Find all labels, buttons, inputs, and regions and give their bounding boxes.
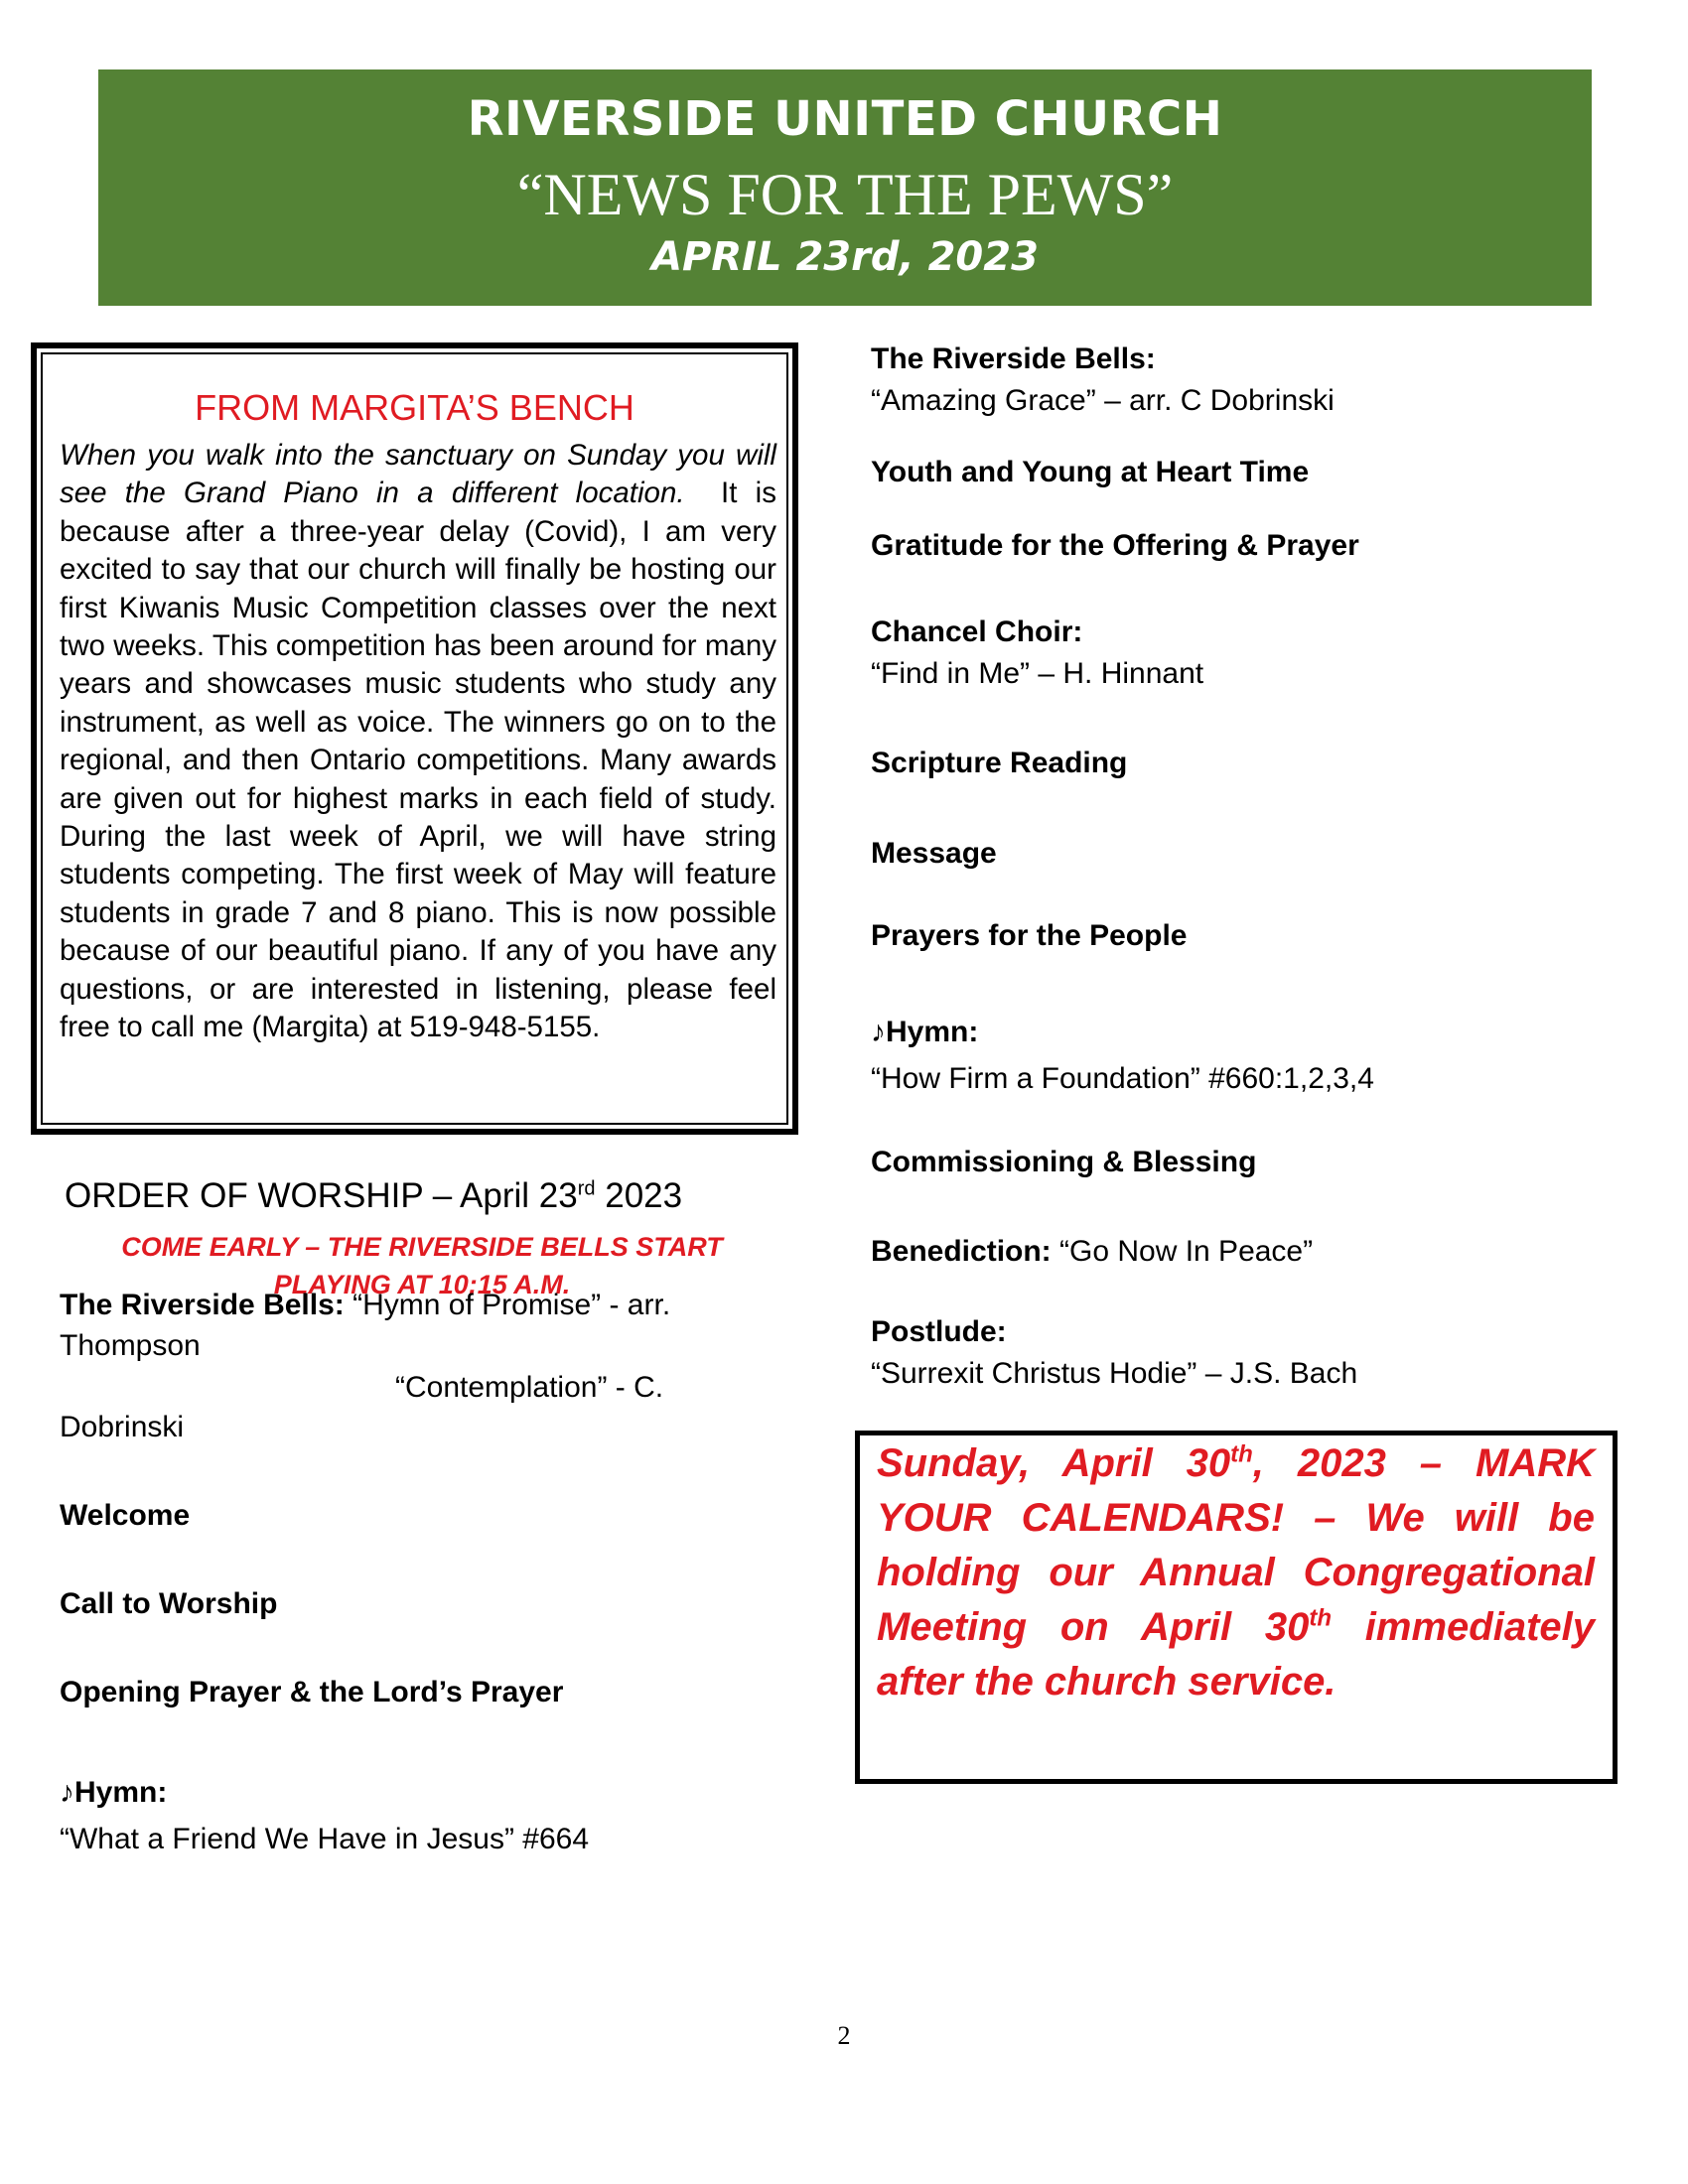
newsletter-title: “NEWS FOR THE PEWS” [516,162,1174,227]
bench-body: It is because after a three-year delay (Covid), I am very excited to say that our church will finally be hosting our first Kiwanis Music Competition classes over the next two weeks. This competition has been around for many years and showcases music students who study any instrument, as well as voice. The winners go on to the regional, and then Ontario competitions. Many awards are given out for highest marks in each field of study. During the last week of April, we will have string students competing. The first week of May will feature students in grade 7 and 8 piano. This is now possible because of our beautiful piano. If any of you have any questions, or are interested in listening, please feel free to call me (Margita) at 519-948-5155. [60,477,776,1044]
right-bells-label: The Riverside Bells: [871,342,1156,375]
bench-title: FROM MARGITA’S BENCH [195,387,634,428]
gratitude-item: Gratitude for the Offering & Prayer [871,529,1359,562]
order-of-worship-title [65,1176,682,1216]
calendar-notice [877,1436,1595,1709]
come-early-line-2: PLAYING AT 10:15 A.M. [273,1270,571,1299]
calendar-sup-2: th [1309,1604,1333,1632]
youth-time-item: Youth and Young at Heart Time [871,456,1310,488]
left-bells-line [60,1289,670,1322]
left-hymn-label: Hymn: [74,1776,168,1809]
bench-intro: When you walk into the sanctuary on Sunday you will see the Grand Piano in a different location. [60,439,776,510]
calendar-part-3: immediately after the church service. [877,1605,1595,1704]
worship-title-year: 2023 [595,1176,683,1215]
right-hymn-label: Hymn: [886,1016,979,1048]
right-bells-piece: “Amazing Grace” – arr. C Dobrinski [871,384,1335,417]
church-name: RIVERSIDE UNITED CHURCH [467,91,1223,147]
welcome-item: Welcome [60,1499,191,1532]
calendar-part-2: , 2023 – MARK YOUR CALENDARS! – We will be holding our Annual Congregational Meeting on April 30 [877,1441,1595,1649]
postlude-piece: “Surrexit Christus Hodie” – J.S. Bach [871,1357,1358,1390]
prayers-item: Prayers for the People [871,919,1188,952]
benediction-text: “Go Now In Peace” [1051,1235,1314,1268]
left-bells-piece-2-cont: Dobrinski [60,1411,185,1443]
music-note-icon: ♪ [60,1776,74,1809]
scripture-reading-item: Scripture Reading [871,747,1128,779]
calendar-part-1: Sunday, April 30 [877,1441,1231,1485]
left-bells-label: The Riverside Bells: [60,1289,345,1321]
left-bells-piece-1-cont: Thompson [60,1329,201,1362]
left-bells-piece-1: “Hymn of Promise” - arr. [344,1289,671,1321]
header-banner [98,69,1592,306]
postlude-label: Postlude: [871,1315,1007,1348]
benediction-line [871,1235,1313,1269]
left-hymn-heading [60,1776,167,1810]
benediction-label: Benediction: [871,1235,1052,1268]
bench-article [60,437,776,1047]
opening-prayer-item: Opening Prayer & the Lord’s Prayer [60,1676,564,1708]
page-number: 2 [837,2021,851,2050]
calendar-sup-1: th [1230,1440,1253,1468]
commissioning-item: Commissioning & Blessing [871,1146,1257,1178]
chancel-choir-piece: “Find in Me” – H. Hinnant [871,657,1204,690]
left-bells-piece-2: “Contemplation” - C. [395,1371,664,1404]
right-hymn-heading [871,1016,978,1049]
left-hymn-title: “What a Friend We Have in Jesus” #664 [60,1823,590,1855]
right-hymn-title: “How Firm a Foundation” #660:1,2,3,4 [871,1062,1374,1095]
message-item: Message [871,837,997,870]
worship-title-main: ORDER OF WORSHIP – April 23 [65,1176,578,1215]
come-early-line-1: COME EARLY – THE RIVERSIDE BELLS START [121,1232,723,1262]
worship-title-sup: rd [577,1177,596,1200]
call-to-worship-item: Call to Worship [60,1587,278,1620]
chancel-choir-label: Chancel Choir: [871,615,1083,648]
newsletter-date: APRIL 23rd, 2023 [651,234,1039,280]
music-note-icon: ♪ [871,1016,886,1048]
